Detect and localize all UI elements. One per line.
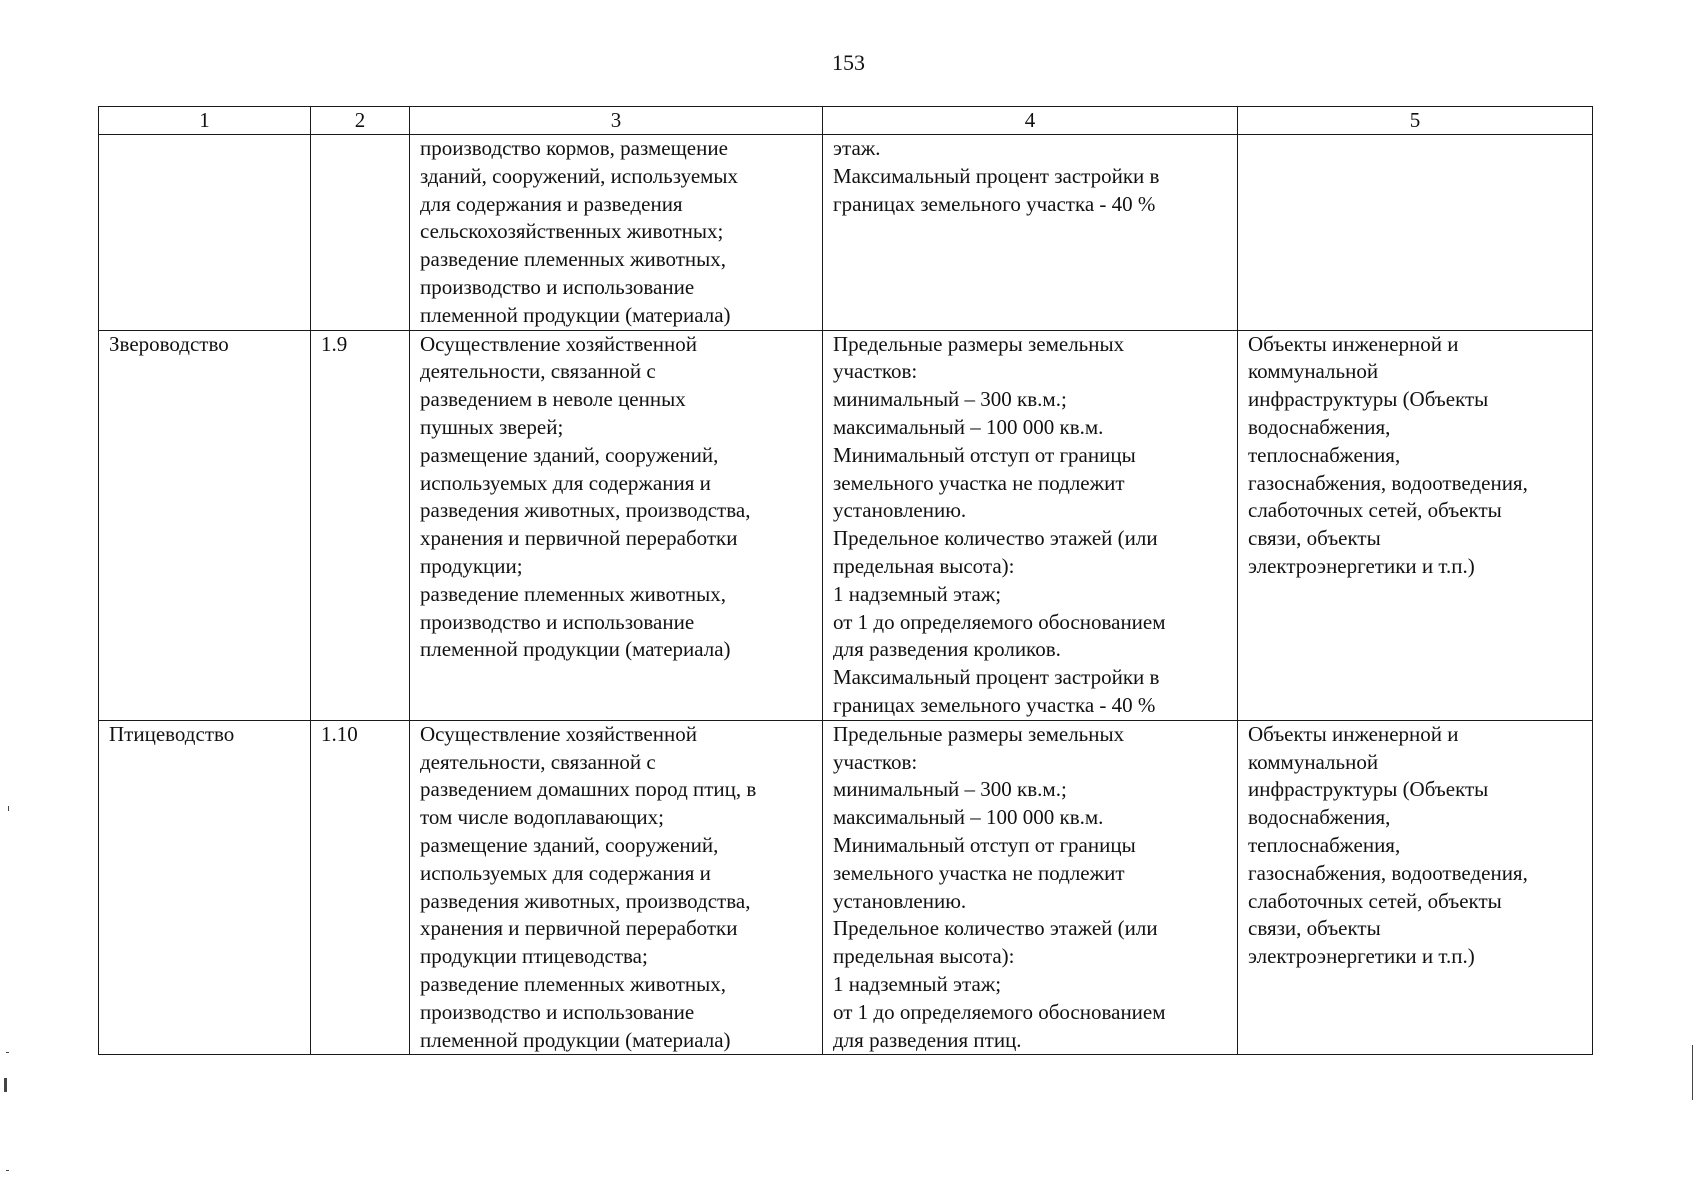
cell-text-line: границах земельного участка - 40 % <box>833 191 1156 216</box>
scan-artifact <box>6 1052 9 1053</box>
cell-text-line: минимальный – 300 кв.м.; <box>833 387 1067 412</box>
cell-text-line: максимальный – 100 000 кв.м. <box>833 805 1104 830</box>
cell-text-line: инфраструктуры (Объекты <box>1248 777 1489 802</box>
cell-text-line: продукции; <box>420 553 523 578</box>
cell-text-line: разведение племенных животных, <box>420 971 727 996</box>
cell-text-line: водоснабжения, <box>1248 805 1391 830</box>
row-parameters-cell <box>823 135 1238 331</box>
cell-text-line: производство и использование <box>420 609 695 634</box>
cell-text-line: установлению. <box>833 888 967 913</box>
column-header: 2 <box>311 107 410 135</box>
cell-text-line: слаботочных сетей, объекты <box>1248 888 1502 913</box>
cell-text-line: газоснабжения, водоотведения, <box>1248 860 1528 885</box>
cell-text-line: максимальный – 100 000 кв.м. <box>833 414 1104 439</box>
cell-text-line: электроэнергетики и т.п.) <box>1248 553 1475 578</box>
cell-text-line: для разведения кроликов. <box>833 637 1061 662</box>
cell-text-line: участков: <box>833 359 918 384</box>
cell-text-line: сельскохозяйственных животных; <box>420 219 724 244</box>
cell-text-line: Минимальный отступ от границы <box>833 832 1136 857</box>
cell-text-line: Предельные размеры земельных <box>833 331 1125 356</box>
cell-text-line: теплоснабжения, <box>1248 832 1401 857</box>
cell-text-line: для содержания и разведения <box>420 191 683 216</box>
cell-text-line: границах земельного участка - 40 % <box>833 692 1156 717</box>
cell-text-line: 1 надземный этаж; <box>833 581 1002 606</box>
table-body <box>99 135 1593 1055</box>
cell-text: 1.9 <box>321 331 348 356</box>
table-row <box>99 330 1593 720</box>
row-parameters-cell <box>823 720 1238 1055</box>
cell-text: Звероводство <box>109 331 229 356</box>
scan-artifact <box>1692 1045 1693 1100</box>
cell-text-line: Осуществление хозяйственной <box>420 721 697 746</box>
page-number: 153 <box>832 50 865 75</box>
cell-text-line: Осуществление хозяйственной <box>420 331 697 356</box>
cell-text-line: Минимальный отступ от границы <box>833 442 1136 467</box>
cell-text-line: Предельные размеры земельных <box>833 721 1125 746</box>
cell-text-line: слаботочных сетей, объекты <box>1248 498 1502 523</box>
column-header: 4 <box>823 107 1238 135</box>
cell-text-line: зданий, сооружений, используемых <box>420 163 739 188</box>
cell-text-line: Предельное количество этажей (или <box>833 526 1158 551</box>
cell-text-line: для разведения птиц. <box>833 1027 1022 1052</box>
cell-text-line: используемых для содержания и <box>420 470 711 495</box>
cell-text-line: участков: <box>833 749 918 774</box>
cell-text-line: разведением в неволе ценных <box>420 387 686 412</box>
cell-text-line: Максимальный процент застройки в <box>833 163 1160 188</box>
cell-text-line: земельного участка не подлежит <box>833 470 1125 495</box>
cell-text-line: теплоснабжения, <box>1248 442 1401 467</box>
cell-text-line: Предельное количество этажей (или <box>833 916 1158 941</box>
cell-text: Птицеводство <box>109 721 235 746</box>
row-auxiliary-cell <box>1238 330 1593 720</box>
row-name-cell <box>99 720 311 1055</box>
cell-text: 1.10 <box>321 721 358 746</box>
cell-text-line: деятельности, связанной с <box>420 359 656 384</box>
row-auxiliary-cell <box>1238 135 1593 331</box>
cell-text-line: используемых для содержания и <box>420 860 711 885</box>
scan-artifact <box>4 1078 7 1092</box>
cell-text-line: этаж. <box>833 136 881 160</box>
cell-text-line: племенной продукции (материала) <box>420 302 731 327</box>
cell-text-line: от 1 до определяемого обоснованием <box>833 609 1166 634</box>
cell-text-line: том числе водоплавающих; <box>420 805 664 830</box>
cell-text-line: связи, объекты <box>1248 526 1381 551</box>
row-code-cell <box>311 330 410 720</box>
row-parameters-cell <box>823 330 1238 720</box>
cell-text-line: производство и использование <box>420 999 695 1024</box>
cell-text-line: коммунальной <box>1248 749 1379 774</box>
cell-text-line: разведения животных, производства, <box>420 498 751 523</box>
cell-text-line: племенной продукции (материала) <box>420 1027 731 1052</box>
cell-text-line: связи, объекты <box>1248 916 1381 941</box>
row-auxiliary-cell <box>1238 720 1593 1055</box>
cell-text-line: разведения животных, производства, <box>420 888 751 913</box>
cell-text-line: Объекты инженерной и <box>1248 721 1459 746</box>
cell-text-line: инфраструктуры (Объекты <box>1248 387 1489 412</box>
row-name-cell <box>99 135 311 331</box>
cell-text-line: пушных зверей; <box>420 414 564 439</box>
cell-text-line: предельная высота): <box>833 944 1015 969</box>
cell-text-line: племенной продукции (материала) <box>420 637 731 662</box>
cell-text-line: минимальный – 300 кв.м.; <box>833 777 1067 802</box>
row-description-cell <box>410 135 823 331</box>
cell-text-line: разведение племенных животных, <box>420 581 727 606</box>
column-header: 1 <box>99 107 311 135</box>
table-row <box>99 720 1593 1055</box>
cell-text-line: электроэнергетики и т.п.) <box>1248 944 1475 969</box>
row-code-cell <box>311 135 410 331</box>
cell-text-line: водоснабжения, <box>1248 414 1391 439</box>
cell-text-line: продукции птицеводства; <box>420 944 648 969</box>
cell-text-line: от 1 до определяемого обоснованием <box>833 999 1166 1024</box>
row-description-cell <box>410 330 823 720</box>
cell-text-line: разведение племенных животных, <box>420 247 727 272</box>
row-name-cell <box>99 330 311 720</box>
cell-text-line: газоснабжения, водоотведения, <box>1248 470 1528 495</box>
scan-artifact <box>8 806 9 811</box>
cell-text-line: хранения и первичной переработки <box>420 526 738 551</box>
cell-text-line: размещение зданий, сооружений, <box>420 832 719 857</box>
scan-artifact <box>6 1170 9 1171</box>
cell-text-line: установлению. <box>833 498 967 523</box>
column-header: 5 <box>1238 107 1593 135</box>
cell-text-line: разведением домашних пород птиц, в <box>420 777 757 802</box>
cell-text-line: коммунальной <box>1248 359 1379 384</box>
zoning-table <box>98 106 1593 1055</box>
cell-text-line: размещение зданий, сооружений, <box>420 442 719 467</box>
table-row <box>99 135 1593 331</box>
cell-text-line: деятельности, связанной с <box>420 749 656 774</box>
cell-text-line: хранения и первичной переработки <box>420 916 738 941</box>
cell-text-line: Объекты инженерной и <box>1248 331 1459 356</box>
cell-text-line: предельная высота): <box>833 553 1015 578</box>
cell-text-line: производство и использование <box>420 274 695 299</box>
cell-text-line: производство кормов, размещение <box>420 136 728 160</box>
table-header-row <box>99 107 1593 135</box>
cell-text-line: земельного участка не подлежит <box>833 860 1125 885</box>
cell-text-line: Максимальный процент застройки в <box>833 665 1160 690</box>
cell-text-line: 1 надземный этаж; <box>833 971 1002 996</box>
row-description-cell <box>410 720 823 1055</box>
row-code-cell <box>311 720 410 1055</box>
column-header: 3 <box>410 107 823 135</box>
